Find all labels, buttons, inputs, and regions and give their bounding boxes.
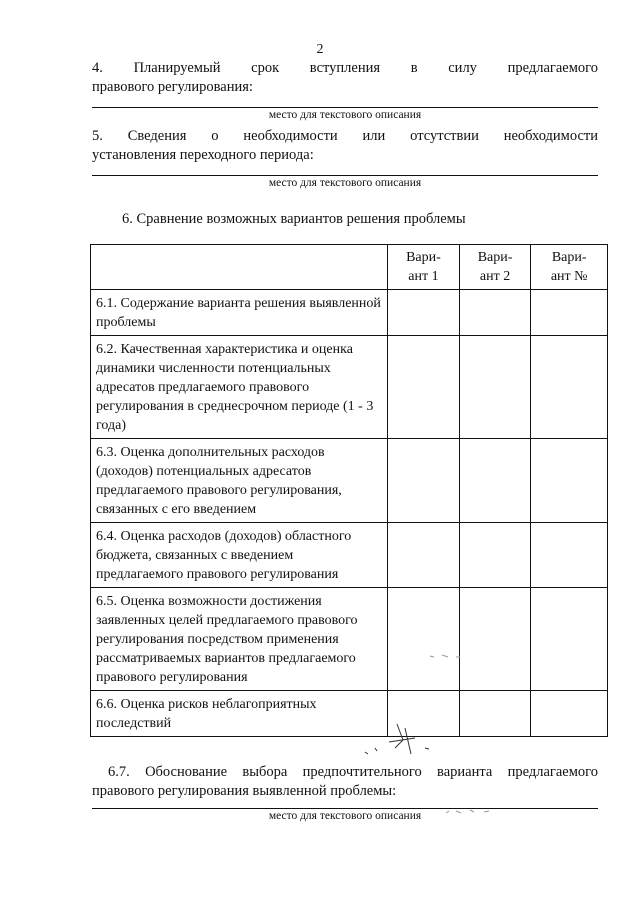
- table-row: [91, 336, 608, 439]
- cell-empty: [531, 336, 608, 439]
- section5-placeholder: место для текстового описания: [268, 177, 422, 189]
- header-variant-n: [531, 245, 608, 290]
- table-row: [91, 290, 608, 336]
- faint-mark: [420, 650, 480, 664]
- cell-empty: [459, 290, 531, 336]
- pen-scribble-mark: [345, 718, 455, 764]
- cell-empty: [531, 439, 608, 523]
- table-row: [91, 439, 608, 523]
- section4-answer-line: [92, 107, 598, 108]
- cell-empty: [531, 523, 608, 588]
- cell-empty: [459, 523, 531, 588]
- faint-mark: [440, 805, 500, 819]
- header-blank-cell: [91, 245, 388, 290]
- section67-placeholder: место для текстового описания: [268, 810, 422, 822]
- section67-line2: правового регулирования выявленной проблемы:: [92, 783, 397, 799]
- table-row: [91, 588, 608, 691]
- section5-line1: 5. Сведения о необходимости или отсутствии необходимости: [92, 128, 598, 144]
- cell-empty: [459, 439, 531, 523]
- criterion-6-4: 6.4. Оценка расходов (доходов) областного бюджета, связанных с введением предлагаемого правового регулирования: [91, 523, 388, 588]
- criterion-6-2: 6.2. Качественная характеристика и оценка динамики численности потенциальных адресатов предлагаемого правового регулирования в среднесрочном периоде (1 - 3 года): [91, 336, 388, 439]
- section4-line2: правового регулирования:: [92, 79, 253, 95]
- header-variant-2: [459, 245, 531, 290]
- header-variant-n-line1: Вари-: [551, 250, 587, 265]
- page-number: 2: [316, 42, 324, 57]
- header-variant-2-line2: ант 2: [479, 269, 511, 284]
- header-variant-1-line1: Вари-: [406, 250, 441, 265]
- section67-answer-line: [92, 808, 598, 809]
- cell-empty: [459, 691, 531, 737]
- cell-empty: [388, 439, 460, 523]
- cell-empty: [459, 588, 531, 691]
- header-variant-n-line2: ант №: [550, 269, 588, 284]
- section4-placeholder: место для текстового описания: [268, 109, 422, 121]
- header-variant-2-line1: Вари-: [477, 250, 513, 265]
- cell-empty: [459, 336, 531, 439]
- criterion-6-1: 6.1. Содержание варианта решения выявленной проблемы: [91, 290, 388, 336]
- cell-empty: [388, 523, 460, 588]
- criterion-6-5: 6.5. Оценка возможности достижения заявленных целей предлагаемого правового регулирования посредством применения рассматриваемых вариантов предлагаемого правового регулирования: [91, 588, 388, 691]
- section67-line1: 6.7. Обоснование выбора предпочтительного варианта предлагаемого: [108, 764, 598, 780]
- cell-empty: [388, 588, 460, 691]
- cell-empty: [531, 290, 608, 336]
- table-row: [91, 523, 608, 588]
- table-header-row: [91, 245, 608, 290]
- section5-answer-line: [92, 175, 598, 176]
- criterion-6-3: 6.3. Оценка дополнительных расходов (доходов) потенциальных адресатов предлагаемого правового регулирования, связанных с его введением: [91, 439, 388, 523]
- section6-heading: 6. Сравнение возможных вариантов решения проблемы: [122, 211, 466, 227]
- header-variant-1-line2: ант 1: [408, 269, 439, 284]
- header-variant-1: [388, 245, 460, 290]
- cell-empty: [531, 691, 608, 737]
- comparison-table: [90, 244, 608, 737]
- criterion-6-6: 6.6. Оценка рисков неблагоприятных последствий: [91, 691, 388, 737]
- cell-empty: [531, 588, 608, 691]
- cell-empty: [388, 290, 460, 336]
- section4-line1: 4. Планируемый срок вступления в силу предлагаемого: [92, 60, 598, 76]
- section5-line2: установления переходного периода:: [92, 147, 314, 163]
- cell-empty: [388, 336, 460, 439]
